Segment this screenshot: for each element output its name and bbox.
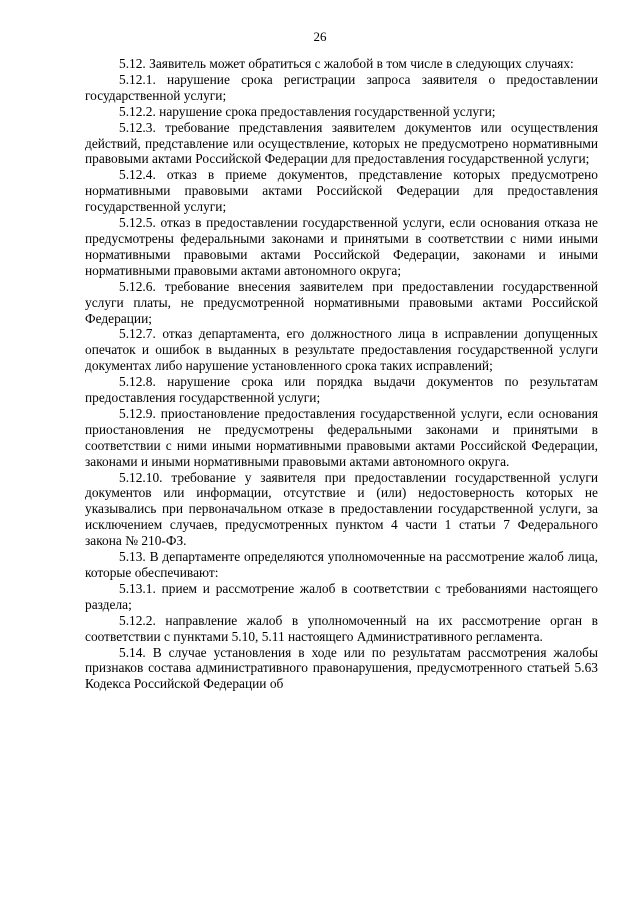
- paragraph-5-12-9: 5.12.9. приостановление предоставления государственной услуги, если основания приостановления не предусмотрены федеральными законами и принятыми в соответствии с ними иными нормативными правовыми актами Российской Федерации, законами и иными нормативными правовыми актами автономного округа.: [85, 405, 598, 469]
- paragraph-5-13-1: 5.13.1. прием и рассмотрение жалоб в соответствии с требованиями настоящего раздела;: [85, 580, 598, 612]
- paragraph-5-13: 5.13. В департаменте определяются уполномоченные на рассмотрение жалоб лица, которые обеспечивают:: [85, 549, 598, 580]
- paragraph-5-12-1: 5.12.1. нарушение срока регистрации запроса заявителя о предоставлении государственной услуги;: [85, 71, 598, 103]
- paragraph-5-12-6: 5.12.6. требование внесения заявителем при предоставлении государственной услуги платы, не предусмотренной нормативными правовыми актами Российской Федерации;: [85, 278, 598, 326]
- paragraph-5-12-4: 5.12.4. отказ в приеме документов, представление которых предусмотрено нормативными правовыми актами Российской Федерации для предоставления государственной услуги;: [85, 167, 598, 215]
- paragraph-5-13-2: 5.12.2. направление жалоб в уполномоченный на их рассмотрение орган в соответствии с пунктами 5.10, 5.11 настоящего Административного регламента.: [85, 612, 598, 644]
- paragraph-5-12-7: 5.12.7. отказ департамента, его должностного лица в исправлении допущенных опечаток и ошибок в выданных в результате предоставления государственной услуги документах либо нарушение установленного срока таких исправлений;: [85, 326, 598, 374]
- paragraph-5-12: 5.12. Заявитель может обратиться с жалобой в том числе в следующих случаях:: [119, 56, 574, 71]
- paragraph-5-14: 5.14. В случае установления в ходе или по результатам рассмотрения жалобы признаков состава административного правонарушения, предусмотренного статьей 5.63 Кодекса Российской Федерации об: [85, 644, 598, 692]
- paragraph-5-12-5: 5.12.5. отказ в предоставлении государственной услуги, если основания отказа не предусмотрены федеральными законами и принятыми в соответствии с ними иными нормативными правовыми актами Российской Федерации, законами и иными нормативными правовыми актами автономного округа;: [85, 215, 598, 278]
- paragraph-5-12-2: 5.12.2. нарушение срока предоставления государственной услуги;: [119, 103, 496, 119]
- document-body: [85, 56, 598, 692]
- page-number: 26: [313, 29, 327, 44]
- paragraph-5-12-10: 5.12.10. требование у заявителя при предоставлении государственной услуги документов или информации, отсутствие и (или) недостоверность которых не указывались при первоначальном отказе в предоставлении государственной услуги, за исключением случаев, предусмотренных пунктом 4 части 1 статьи 7 Федерального закона № 210-ФЗ.: [85, 469, 598, 549]
- paragraph-5-12-3: 5.12.3. требование представления заявителем документов или осуществления действий, представление или осуществление, которых не предусмотрено нормативными правовыми актами Российской Федерации для предоставления государственной услуги;: [85, 119, 598, 167]
- paragraph-5-12-8: 5.12.8. нарушение срока или порядка выдачи документов по результатам предоставления государственной услуги;: [85, 374, 598, 406]
